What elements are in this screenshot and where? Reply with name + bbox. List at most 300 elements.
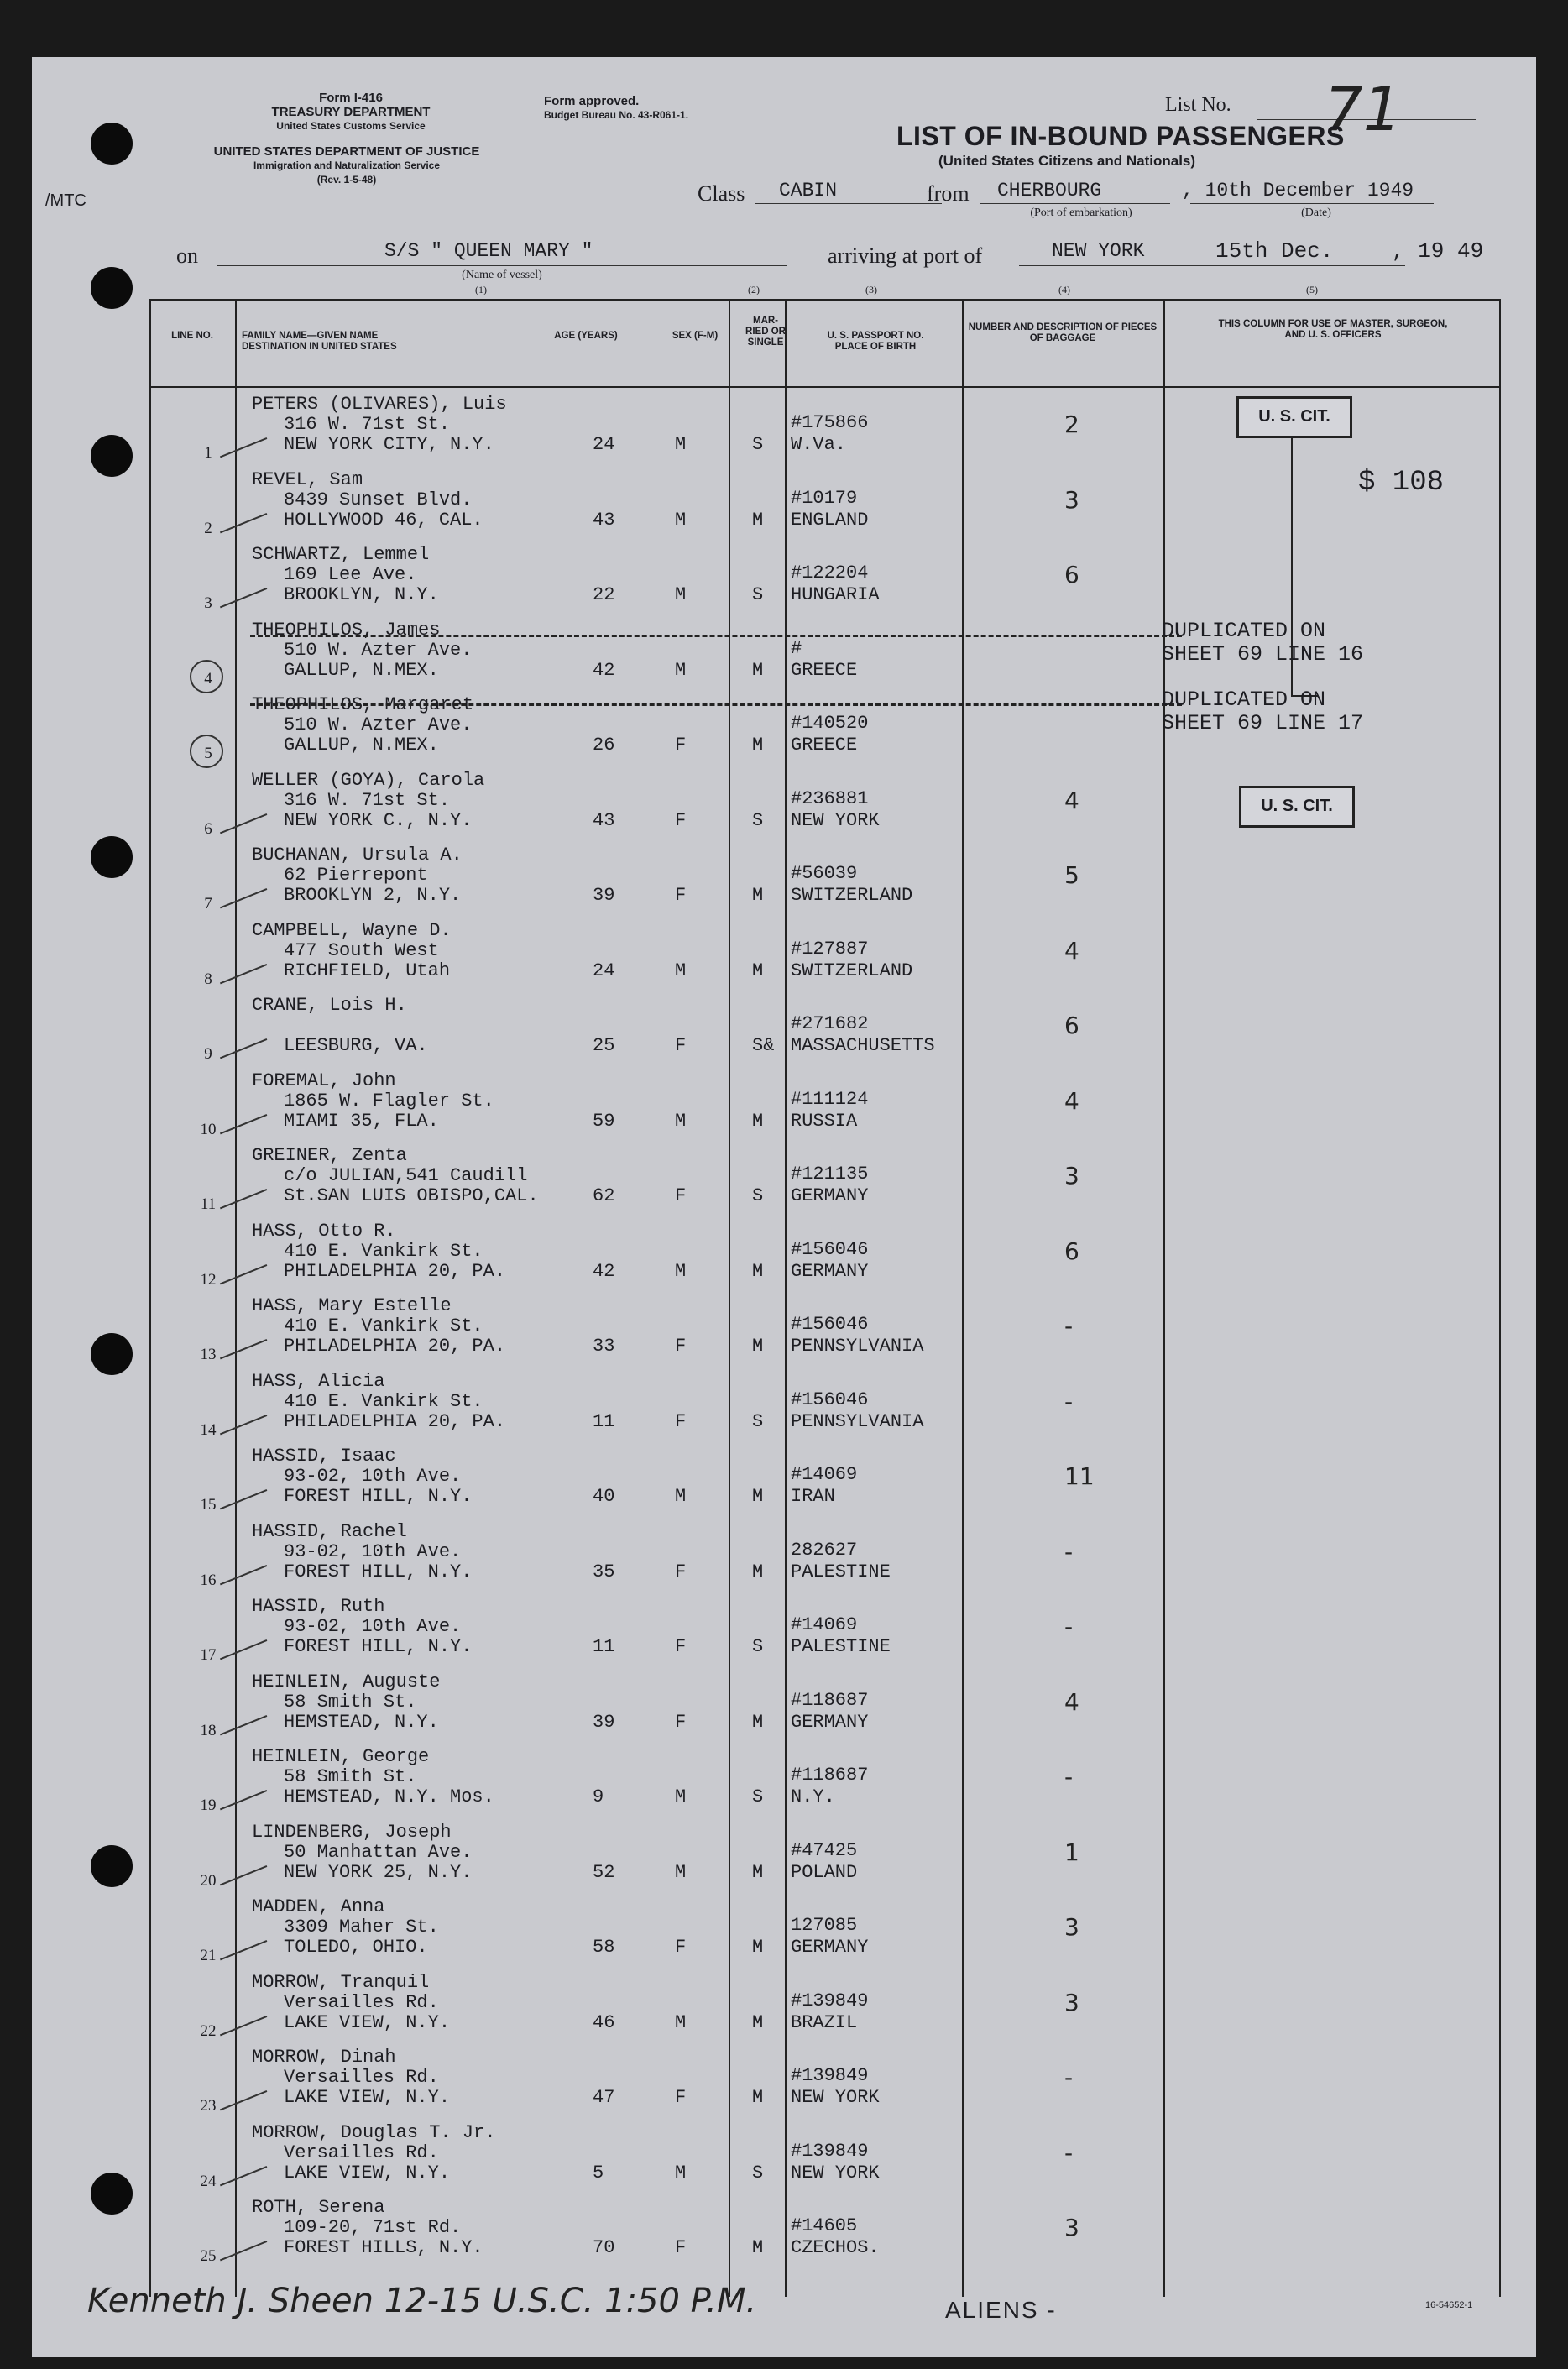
place-of-birth: GERMANY: [791, 1711, 869, 1733]
marital-status: M: [752, 1937, 764, 1958]
destination-city: BROOKLYN, N.Y.: [284, 584, 439, 605]
us-citizen-stamp: U. S. CIT.: [1239, 786, 1355, 828]
table-row: [32, 2117, 1536, 2193]
place-of-birth: RUSSIA: [791, 1110, 858, 1132]
passenger-name: GREINER, Zenta: [252, 1145, 407, 1166]
marital-status: M: [752, 1486, 764, 1507]
place-of-birth: NEW YORK: [791, 2162, 880, 2183]
line-number: 19: [200, 1796, 217, 1814]
line-number: 5: [204, 745, 212, 762]
sex: M: [675, 960, 687, 981]
passenger-name: ROTH, Serena: [252, 2197, 385, 2218]
passport-number: #140520: [791, 713, 869, 734]
check-mark-icon: [213, 421, 268, 458]
marital-status: M: [752, 1861, 764, 1883]
place-of-birth: PENNSYLVANIA: [791, 1410, 924, 1432]
baggage-count: 3: [1064, 1988, 1079, 2016]
vessel-caption: (Name of vessel): [462, 269, 542, 281]
arrival-port: NEW YORK: [1052, 240, 1145, 262]
destination-city: BROOKLYN 2, N.Y.: [284, 885, 462, 906]
line-number: 25: [200, 2247, 217, 2265]
destination-city: NEW YORK C., N.Y.: [284, 809, 473, 831]
sex: F: [675, 1561, 687, 1582]
age: 62: [593, 1185, 615, 1206]
column-number-2: (2): [748, 284, 760, 295]
check-mark-icon: [213, 2148, 268, 2186]
check-mark-icon: [213, 1547, 268, 1585]
check-mark-icon: [213, 1848, 268, 1885]
age: 40: [593, 1486, 615, 1507]
page-subtitle: (United States Citizens and Nationals): [938, 153, 1196, 169]
marital-status: S: [752, 584, 764, 605]
passport-number: #14069: [791, 1464, 858, 1485]
ins-service: Immigration and Naturalization Service: [253, 160, 441, 171]
baggage-count: 3: [1064, 1913, 1079, 1941]
baggage-count: 6: [1064, 1012, 1079, 1039]
passenger-name: HASS, Otto R.: [252, 1220, 396, 1242]
header-bottom-border: [149, 386, 1501, 388]
table-row: [32, 915, 1536, 991]
age: 43: [593, 509, 615, 531]
duplicated-note-line: SHEET 69 LINE 16: [1162, 642, 1364, 667]
address-line: 58 Smith St.: [284, 1766, 417, 1787]
passenger-name: THEOPHILOS, Margaret: [252, 694, 474, 715]
check-mark-icon: [213, 2074, 268, 2111]
strike-line-row-4: [250, 635, 1182, 637]
duplicated-note-line: DUPLICATED ON: [1162, 619, 1326, 643]
address-line: 510 W. Azter Ave.: [284, 639, 473, 661]
age: 58: [593, 1937, 615, 1958]
passenger-name: HEINLEIN, George: [252, 1746, 430, 1767]
age: 43: [593, 809, 615, 831]
table-row: [32, 1817, 1536, 1892]
sex: F: [675, 809, 687, 831]
line-number: 23: [200, 2097, 217, 2115]
place-of-birth: GERMANY: [791, 1185, 869, 1206]
place-of-birth: ENGLAND: [791, 509, 869, 531]
passport-number: #: [791, 637, 802, 659]
passenger-name: HASSID, Ruth: [252, 1596, 385, 1617]
table-row: [32, 1516, 1536, 1592]
justice-department: UNITED STATES DEPARTMENT OF JUSTICE: [213, 144, 480, 159]
destination-city: GALLUP, N.MEX.: [284, 659, 439, 681]
table-row: [32, 990, 1536, 1065]
vessel-name: S/S " QUEEN MARY ": [384, 240, 593, 262]
marital-status: M: [752, 885, 764, 906]
header-line-no: LINE NO.: [171, 331, 213, 341]
check-mark-icon: [213, 1022, 268, 1059]
column-number-3: (3): [865, 284, 877, 295]
place-of-birth: N.Y.: [791, 1786, 835, 1807]
sex: F: [675, 1185, 687, 1206]
sex: M: [675, 2162, 687, 2183]
sex: M: [675, 1260, 687, 1282]
check-mark-icon: [213, 946, 268, 984]
passenger-name: MORROW, Dinah: [252, 2047, 396, 2068]
treasury-department: TREASURY DEPARTMENT: [271, 105, 431, 119]
table-row: [32, 539, 1536, 614]
place-of-birth: PENNSYLVANIA: [791, 1336, 924, 1357]
line-number: 20: [200, 1871, 217, 1890]
check-mark-icon: [213, 1322, 268, 1360]
address-line: Versailles Rd.: [284, 2067, 439, 2088]
baggage-count: 1: [1064, 1838, 1079, 1866]
duplicated-note-line: DUPLICATED ON: [1162, 688, 1326, 712]
date-caption: (Date): [1301, 207, 1331, 219]
class-rule: [755, 203, 942, 204]
baggage-count: 6: [1064, 1237, 1079, 1265]
destination-city: LAKE VIEW, N.Y.: [284, 2011, 451, 2033]
sex: F: [675, 885, 687, 906]
baggage-count: 4: [1064, 1687, 1079, 1716]
place-of-birth: GREECE: [791, 735, 858, 756]
passenger-name: HASSID, Rachel: [252, 1520, 407, 1542]
sex: F: [675, 2087, 687, 2108]
sex: F: [675, 735, 687, 756]
baggage-count: 4: [1064, 936, 1079, 965]
age: 26: [593, 735, 615, 756]
place-of-birth: IRAN: [791, 1486, 835, 1507]
line-number: 12: [200, 1270, 217, 1289]
destination-city: NEW YORK CITY, N.Y.: [284, 434, 494, 455]
from-label: from: [927, 181, 970, 206]
place-of-birth: POLAND: [791, 1861, 858, 1883]
line-number-circle: [190, 735, 223, 768]
passport-number: #14069: [791, 1614, 858, 1635]
age: 24: [593, 434, 615, 455]
line-number: 8: [204, 970, 212, 988]
address-line: 316 W. 71st St.: [284, 414, 451, 435]
passenger-name: THEOPHILOS, James: [252, 619, 441, 641]
place-of-birth: GERMANY: [791, 1260, 869, 1282]
baggage-count: -: [1064, 2063, 1074, 2091]
check-mark-icon: [213, 1397, 268, 1435]
place-of-birth: CZECHOS.: [791, 2237, 880, 2258]
marital-status: M: [752, 1336, 764, 1357]
header-passport: U. S. PASSPORT NO. PLACE OF BIRTH: [827, 331, 924, 352]
table-row: [32, 1891, 1536, 1967]
address-line: 510 W. Azter Ave.: [284, 714, 473, 735]
address-line: 8439 Sunset Blvd.: [284, 489, 473, 510]
sex: M: [675, 509, 687, 531]
table-row: [32, 464, 1536, 540]
passenger-name: PETERS (OLIVARES), Luis: [252, 394, 507, 415]
line-number: 1: [204, 444, 212, 462]
address-line: Versailles Rd.: [284, 2142, 439, 2163]
check-mark-icon: [213, 1697, 268, 1735]
address-line: 410 E. Vankirk St.: [284, 1390, 483, 1412]
check-mark-icon: [213, 1923, 268, 1961]
marital-status: S: [752, 1185, 764, 1206]
arriving-label: arriving at port of: [828, 243, 983, 268]
table-row: [32, 1666, 1536, 1742]
sex: F: [675, 1636, 687, 1657]
port-rule: [1019, 265, 1405, 266]
us-citizen-stamp: U. S. CIT.: [1236, 396, 1352, 438]
form-identification: [225, 91, 477, 133]
age: 59: [593, 1110, 615, 1132]
line-number-circle: [190, 660, 223, 693]
destination-city: PHILADELPHIA 20, PA.: [284, 1260, 506, 1282]
passport-number: 282627: [791, 1539, 858, 1561]
sex: M: [675, 2011, 687, 2033]
from-rule: [980, 203, 1170, 204]
column-number-4: (4): [1058, 284, 1070, 295]
form-approved: Form approved.: [544, 94, 640, 108]
age: 25: [593, 1035, 615, 1056]
passenger-name: HASS, Alicia: [252, 1370, 385, 1392]
table-row: [32, 2192, 1536, 2267]
age: 39: [593, 1711, 615, 1733]
passenger-name: HASSID, Isaac: [252, 1446, 396, 1467]
passport-number: #175866: [791, 412, 869, 433]
check-mark-icon: [213, 1773, 268, 1811]
baggage-count: 11: [1064, 1462, 1095, 1490]
sex: F: [675, 2237, 687, 2258]
baggage-count: -: [1064, 1537, 1074, 1566]
destination-city: PHILADELPHIA 20, PA.: [284, 1336, 506, 1357]
table-row: [32, 1290, 1536, 1366]
passport-number: #56039: [791, 863, 858, 884]
sex: M: [675, 659, 687, 681]
vessel-rule: [217, 265, 787, 266]
passport-number: #156046: [791, 1388, 869, 1410]
passenger-name: WELLER (GOYA), Carola: [252, 769, 485, 791]
passenger-name: BUCHANAN, Ursula A.: [252, 845, 463, 865]
punch-hole: [91, 123, 133, 165]
address-line: 93-02, 10th Ave.: [284, 1540, 462, 1562]
age: 39: [593, 885, 615, 906]
line-number: 2: [204, 519, 212, 537]
class-label: Class: [698, 181, 745, 206]
marital-status: M: [752, 735, 764, 756]
passenger-name: HEINLEIN, Auguste: [252, 1671, 441, 1692]
place-of-birth: GERMANY: [791, 1937, 869, 1958]
sex: M: [675, 1786, 687, 1807]
marital-status: M: [752, 2237, 764, 2258]
passport-number: #127887: [791, 938, 869, 960]
passport-number: #271682: [791, 1013, 869, 1034]
baggage-count: 6: [1064, 561, 1079, 588]
address-line: 93-02, 10th Ave.: [284, 1466, 462, 1487]
baggage-count: 3: [1064, 485, 1079, 514]
destination-city: FOREST HILLS, N.Y.: [284, 2237, 483, 2258]
duplicated-note-row-5: [1162, 688, 1363, 735]
destination-city: HOLLYWOOD 46, CAL.: [284, 509, 483, 531]
passenger-name: FOREMAL, John: [252, 1069, 396, 1091]
duplicated-note-row-4: [1162, 620, 1363, 667]
destination-city: MIAMI 35, FLA.: [284, 1110, 439, 1132]
check-mark-icon: [213, 1247, 268, 1284]
age: 52: [593, 1861, 615, 1883]
sex: M: [675, 1861, 687, 1883]
marital-status: S&: [752, 1035, 775, 1056]
line-number: 15: [200, 1496, 217, 1514]
age: 22: [593, 584, 615, 605]
baggage-count: 3: [1064, 1162, 1079, 1190]
sex: F: [675, 1410, 687, 1432]
from-value: CHERBOURG: [997, 180, 1102, 201]
approval-block: [544, 94, 804, 123]
address-line: c/o JULIAN,541 Caudill: [284, 1165, 528, 1186]
header-sex: SEX (F-M): [672, 331, 719, 341]
address-line: Versailles Rd.: [284, 1991, 439, 2013]
table-row: [32, 1366, 1536, 1441]
passport-number: #14605: [791, 2215, 858, 2236]
sex: M: [675, 1486, 687, 1507]
marital-status: M: [752, 509, 764, 531]
table-row: [32, 1216, 1536, 1291]
table-row: [32, 839, 1536, 915]
age: 46: [593, 2011, 615, 2033]
passport-number: #118687: [791, 1689, 869, 1711]
table-row: [32, 1065, 1536, 1141]
address-line: 169 Lee Ave.: [284, 564, 417, 585]
on-label: on: [176, 243, 198, 268]
destination-city: TOLEDO, OHIO.: [284, 1937, 428, 1958]
address-line: 1865 W. Flagler St.: [284, 1090, 494, 1111]
line-number: 17: [200, 1646, 217, 1664]
table-row: [32, 1591, 1536, 1666]
place-of-birth: GREECE: [791, 659, 858, 681]
marital-status: M: [752, 960, 764, 981]
marital-status: S: [752, 1786, 764, 1807]
age: 11: [593, 1636, 615, 1657]
age: 42: [593, 659, 615, 681]
table-row: [32, 2042, 1536, 2117]
place-of-birth: NEW YORK: [791, 2087, 880, 2108]
form-revision: (Rev. 1-5-48): [316, 174, 377, 186]
punch-hole: [91, 267, 133, 309]
sex: M: [675, 1110, 687, 1132]
header-age: AGE (YEARS): [554, 331, 618, 341]
justice-department-block: [166, 144, 527, 187]
margin-note: /MTC: [45, 191, 86, 210]
age: 47: [593, 2087, 615, 2108]
destination-city: FOREST HILL, N.Y.: [284, 1486, 473, 1507]
sex: F: [675, 1711, 687, 1733]
destination-city: LAKE VIEW, N.Y.: [284, 2162, 451, 2183]
line-number: 3: [204, 594, 212, 612]
address-line: 410 E. Vankirk St.: [284, 1315, 483, 1336]
address-line: 410 E. Vankirk St.: [284, 1240, 483, 1262]
line-number: 21: [200, 1947, 217, 1964]
check-mark-icon: [213, 495, 268, 533]
table-row: [32, 1140, 1536, 1216]
baggage-count: -: [1064, 2138, 1074, 2167]
column-number-5: (5): [1306, 284, 1318, 295]
strike-line-row-5: [250, 703, 1182, 706]
passport-number: #139849: [791, 2065, 869, 2086]
passport-number: #121135: [791, 1164, 869, 1184]
sex: M: [675, 434, 687, 455]
age: 9: [593, 1786, 604, 1807]
column-number-1: (1): [475, 284, 487, 295]
from-caption: (Port of embarkation): [1030, 207, 1132, 219]
customs-service: United States Customs Service: [276, 120, 426, 132]
passenger-name: SCHWARTZ, Lemmel: [252, 544, 430, 565]
address-line: 50 Manhattan Ave.: [284, 1841, 473, 1863]
check-mark-icon: [213, 1172, 268, 1210]
passenger-name: MORROW, Douglas T. Jr.: [252, 2121, 496, 2143]
passport-number: #10179: [791, 487, 858, 509]
passport-number: #122204: [791, 562, 869, 583]
header-officers: THIS COLUMN FOR USE OF MASTER, SURGEON, AND U. S. OFFICERS: [1218, 319, 1448, 340]
marital-status: S: [752, 1636, 764, 1657]
line-number: 22: [200, 2021, 217, 2040]
departure-date: , 10th December 1949: [1182, 180, 1414, 201]
marital-status: S: [752, 2162, 764, 2183]
sex: F: [675, 1937, 687, 1958]
address-line: 93-02, 10th Ave.: [284, 1616, 462, 1637]
sex: F: [675, 1336, 687, 1357]
destination-city: LAKE VIEW, N.Y.: [284, 2087, 451, 2108]
destination-city: St.SAN LUIS OBISPO,CAL.: [284, 1185, 539, 1206]
baggage-count: 4: [1064, 1086, 1079, 1115]
age: 11: [593, 1410, 615, 1432]
list-no-label: List No.: [1165, 94, 1231, 116]
passport-number: #118687: [791, 1765, 869, 1786]
marital-status: S: [752, 1410, 764, 1432]
marital-status: M: [752, 2011, 764, 2033]
line-number: 13: [200, 1346, 217, 1363]
line-number: 11: [200, 1195, 217, 1213]
age: 70: [593, 2237, 615, 2258]
passport-number: #47425: [791, 1839, 858, 1861]
destination-city: GALLUP, N.MEX.: [284, 735, 439, 756]
passenger-name: CAMPBELL, Wayne D.: [252, 919, 452, 941]
check-mark-icon: [213, 1096, 268, 1134]
budget-bureau: Budget Bureau No. 43-R061-1.: [544, 109, 689, 121]
passport-number: #139849: [791, 2140, 869, 2162]
age: 24: [593, 960, 615, 981]
place-of-birth: PALESTINE: [791, 1636, 891, 1657]
header-married: MAR-RIED OR SINGLE: [745, 316, 786, 348]
passenger-name: REVEL, Sam: [252, 468, 363, 490]
passport-number: #139849: [791, 1990, 869, 2011]
date-rule: [1190, 203, 1434, 204]
check-mark-icon: [213, 1472, 268, 1510]
baggage-count: -: [1064, 1387, 1074, 1415]
aliens-note: ALIENS -: [945, 2297, 1057, 2323]
class-value: CABIN: [779, 180, 838, 201]
baggage-count: -: [1064, 1613, 1074, 1640]
marital-status: M: [752, 1260, 764, 1282]
line-number: 6: [204, 819, 212, 838]
destination-city: FOREST HILL, N.Y.: [284, 1561, 473, 1582]
header-name: FAMILY NAME—GIVEN NAME DESTINATION IN UNITED STATES: [242, 331, 397, 352]
place-of-birth: BRAZIL: [791, 2011, 858, 2033]
marital-status: M: [752, 1711, 764, 1733]
place-of-birth: MASSACHUSETTS: [791, 1035, 935, 1056]
form-number: Form I-416: [319, 91, 383, 105]
line-number: 9: [204, 1045, 212, 1063]
table-row: [32, 1441, 1536, 1516]
passport-number: #156046: [791, 1238, 869, 1260]
destination-city: RICHFIELD, Utah: [284, 960, 451, 981]
passport-number: #156046: [791, 1314, 869, 1335]
address-line: 58 Smith St.: [284, 1691, 417, 1713]
baggage-count: -: [1064, 1312, 1074, 1340]
line-number: 24: [200, 2172, 217, 2190]
check-mark-icon: [213, 1998, 268, 2036]
line-number: 14: [200, 1420, 217, 1439]
passport-number: 127085: [791, 1915, 858, 1936]
marital-status: M: [752, 1561, 764, 1582]
passenger-name: HASS, Mary Estelle: [252, 1295, 452, 1316]
marital-status: M: [752, 2087, 764, 2108]
line-number: 18: [200, 1721, 217, 1739]
